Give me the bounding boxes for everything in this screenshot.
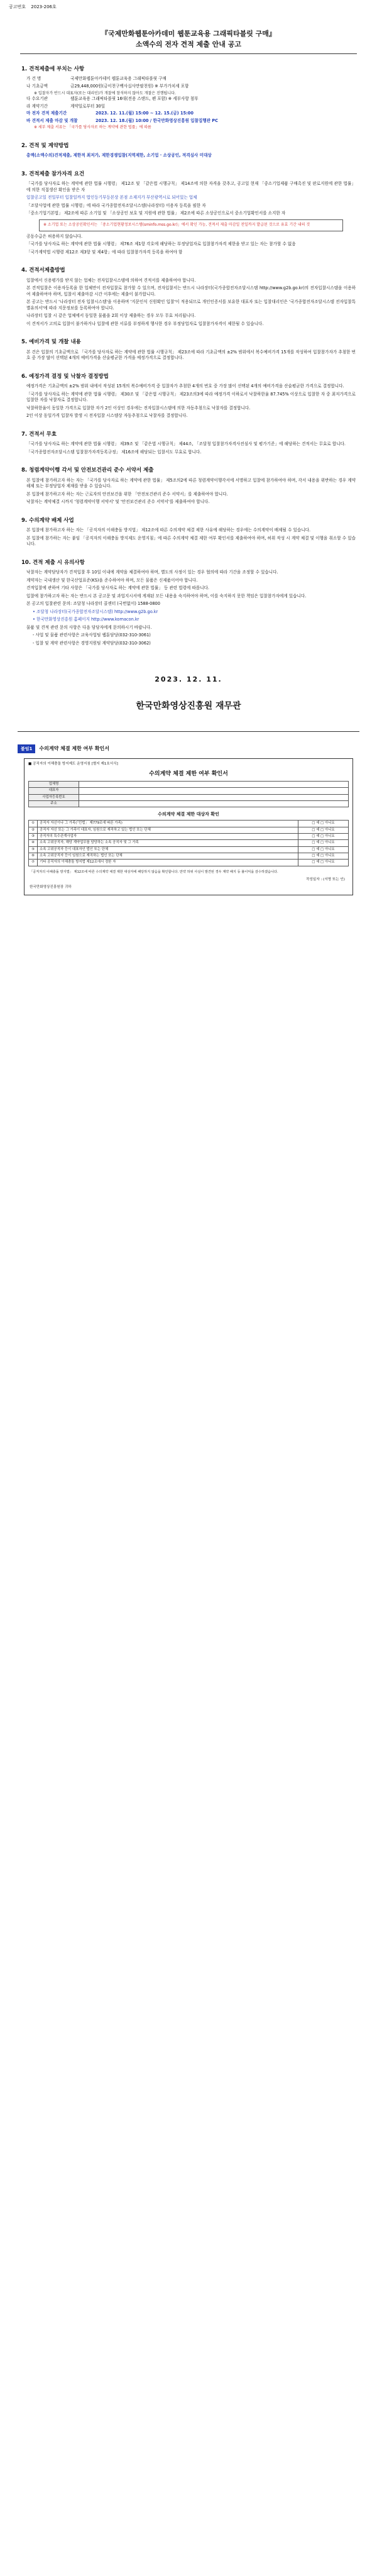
issuing-org: 한국만화영상진흥원 재무관 [136,700,241,711]
s8-p2: 본 입찰에 참가하고자 하는 자는 근로자의 안전보건을 위한 「안전보건관리 준수 서약서」를 제출하여야 합니다. [26,491,228,497]
section-1-title: 1. 견적제출에 부치는 사항 [21,66,85,73]
section-9 [21,517,356,548]
answer-checkbox[interactable]: □ 예 □ 아니요 [298,827,349,833]
annex-header [18,744,359,753]
notice-number: 공고번호 2023-206호 [9,4,57,9]
contact-2: - 입찰 및 계약 관련사항은 경영지원팀 계약담당(032-310-3062) [33,641,151,646]
section-6-title: 6. 예정가격 결정 및 낙찰자 결정방법 [21,373,109,380]
section-3-title: 3. 견적제출 참가자격 요건 [21,170,85,177]
annex-form [24,758,353,895]
row-submit-period: 마 전자 견적 제출기간 2023. 12. 11.(월) 15:00 ~ 12. 15.(금) 15:00 [26,111,194,116]
section-8-title: 8. 청렴계약이행 각서 및 안전보건관리 준수 서약서 제출 [21,467,154,474]
bizno-field[interactable] [79,794,349,800]
answer-checkbox[interactable]: □ 예 □ 아니요 [298,834,349,840]
form-footnote: 「공직자의 이해충돌 방지법」 제12조에 따른 수의계약 체결 제한 대상자에 해당하지 않음을 확인합니다. 만약 허위 사실이 발견된 경우 계약 해지 등 불이익을 감수하겠습니다. [30,870,278,874]
section-6 [21,373,356,419]
section-4-title: 4. 견적서제출방법 [21,267,65,274]
section-3 [21,170,356,255]
answer-checkbox[interactable]: □ 예 □ 아니요 [298,840,349,846]
table-row: 사업자등록번호 [29,794,349,800]
s4-p1: 입찰에서 신용평가를 받지 않는 업체는 전자입찰시스템에 의하여 견적서를 제출하여야 합니다. [26,277,196,283]
annex-badge: 붙임1 [18,744,35,753]
table-row: ② 공직자 자신 또는 그 가족이 대표자, 임원으로 재직하고 있는 법인 또는 단체 □ 예 □ 아니요 [29,827,349,833]
s10-p2: 계약자는 국내생산 및 한국산업표준(KS)을 준수하여야 하며, 모든 물품은 신제품이어야 합니다. [26,577,198,583]
title-line2: 소액수의 전자 견적 제출 안내 공고 [136,40,241,48]
s8-p3: 낙찰자는 계약체결 시까지 '청렴계약이행 서약서' 및 '안전보건관리 준수 서약서'를 제출하여야 합니다. [26,499,210,505]
s7-p2: 「국가종합전자조달시스템 입찰참가자격등록규정」 제16조에 해당되는 입찰서도 무효로 합니다. [26,449,202,455]
s3-p2: 입찰공고일 전일부터 입찰일까지 법인등기부등본상 본점 소재지가 부산광역시로 되어있는 업체 [26,195,197,201]
form-header: ■ 공직자의 이해충돌 방지제도 운영지침 [별지 제1호서식] [28,761,118,766]
s3-p4: 「중소기업기본법」 제2조에 따른 소기업 및 「소상공인 보호 및 지원에 관한 법률」 제2조에 따른 소상공인으로서 중소기업확인서를 소지한 자 [26,211,286,216]
table-row: 주소 [29,801,349,807]
s6-p1: 예정가격은 기초금액의 ±2% 범위 내에서 작성된 15개의 복수예비가격 중 입찰자가 추첨한 4개의 번호 중 가장 많이 선택된 4개의 예비가격을 산술평균한 가격으로 결정합니다. [26,384,344,389]
row-period: 라 계약기간 계약일로부터 30일 [26,103,106,109]
checklist-table [28,820,349,866]
table-row: 대표자 [29,788,349,794]
section-5-title: 5. 예비가격 및 개찰 내용 [21,339,81,346]
form-info-table [28,781,349,807]
section-2 [21,142,356,159]
table-row: ⑦ 기타 공직자의 이해충돌 방지법 제12조에서 정한 자 □ 예 □ 아니요 [29,860,349,866]
ceo-field[interactable] [79,788,349,794]
checklist-title: 수의계약 체결 제한 대상자 확인 [158,812,219,817]
contact-1: - 사업 및 물품 관련사항은 교육사업팀 웹툰담당(032-310-3061) [33,633,151,638]
form-recipient: 한국만화영상진흥원장 귀하 [30,885,72,890]
row-deadline: 바 견적서 제출 마감 및 개찰 2023. 12. 18.(월) 10:00 / 한국만화영상진흥원 입찰집행관 PC [26,118,218,123]
s10-p4: 입찰에 참가하고자 하는 자는 반드시 본 공고문 및 과업지시서에 게재된 모든 내용을 숙지하여야 하며, 이를 숙지하지 못한 책임은 입찰참가자에게 있습니다. [26,593,307,599]
section-5 [21,338,356,361]
answer-checkbox[interactable]: □ 예 □ 아니요 [298,821,349,827]
s3-notice-box: ※ 소기업 또는 소상공인확인서는 「중소기업현황정보시스템(sminfo.mss.go.kr)」에서 확인 가능, 견적서 제출 마감일 전일까지 발급된 것으로 유효 기간 내의 것 [39,219,343,231]
section-8 [21,467,356,506]
s10-p3: 견적입찰에 관하여 기타 사항은 「국가를 당사자로 하는 계약에 관한 법률」 등 관련 법령에 따릅니다. [26,585,209,591]
answer-checkbox[interactable]: □ 예 □ 아니요 [298,853,349,859]
section-7 [21,431,356,455]
s4-p2: 본 견적입찰은 이용자등록을 한 업체만이 전자입찰로 참가할 수 있으며, 전자입찰서는 반드시 나라장터(국가종합전자조달시스템 http://www.g2b.go.kr)의 전자입찰시스템을 이용하여 제출하여야 하며, 입찰서 제출마감 시간 이후에는 제출이 불가합니다. [26,285,356,297]
s10-p5: 본 공고의 입찰관련 문의: 조달청 나라장터 콜센터 (국번없이) 1588-0800 [26,601,160,607]
section-2-text: 총액(소액수의)견적제출, 제한적 최저가, 제한경쟁입찰(지역제한, 소기업 · 소상공인, 적격심사 미대상 [26,153,212,158]
s5-p1: 본 건은 입찰의 기초금액으로 「국가를 당사자로 하는 계약에 관한 법률 시행규칙」 제23조에 따라 기초금액의 ±2% 범위에서 복수예비가격 15개를 작성하여 입찰참가자가 추첨한 번호 중 가장 많이 선택된 4개의 예비가격을 산술평균한 가격을 예정가격으로 결정합니다. [26,349,356,361]
section-10 [21,559,356,647]
link-g2b[interactable]: • 조달청 나라장터(국가종합전자조달시스템) http://www.g2b.go.kr [33,609,158,614]
table-row: ⑥ 소속 고위공직자 등이 임원으로 재직하는 법인 또는 단체 □ 예 □ 아니요 [29,853,349,859]
s9-p1: 본 입찰에 참가하고자 하는 자는 「공직자의 이해충돌 방지법」 제12조에 따른 수의계약 체결 제한 사유에 해당하는 경우에는 수의계약이 배제될 수 있습니다. [26,528,311,533]
s3-p5: 공동수급은 허용하지 않습니다. [26,233,83,239]
s10-p1: 낙찰자는 계약담당자가 견적입찰 후 10일 이내에 계약을 체결하여야 하며, 별도의 사정이 있는 경우 협의에 따라 기간을 조정할 수 있습니다. [26,570,278,575]
section-4 [21,267,356,327]
s3-p7: 「국가계약법 시행령 제12조 제3항 및 제4항」에 따라 입찰참가자격 등록을 하여야 함 [26,249,183,255]
section-10-title: 10. 견적 제출 시 유의사항 [21,559,85,566]
answer-checkbox[interactable]: □ 예 □ 아니요 [298,860,349,866]
section-1 [21,65,356,131]
table-row: ④ 소속 고위공직자, 해당 계약업무를 담당하는 소속 공직자 및 그 가족 □ 예 □ 아니요 [29,840,349,846]
row-name: 가 건 명 국제만화웹툰아카데미 웹툰교육용 그래픽타블릿 구매 [26,76,167,82]
s7-p1: 「국가를 당사자로 하는 계약에 관한 법률 시행령」 제39조 및 「같은법 시행규칙」 제44조, 「조달청 입찰참가자격사전심사 및 평가기준」에 해당하는 견적서는 무효로 합니다. [26,441,346,447]
title-divider [20,53,357,54]
s8-p1: 본 입찰에 참가하고자 하는 자는 「국가를 당사자로 하는 계약에 관한 법률」 제5조의2에 따른 청렴계약이행각서에 서명하고 입찰에 참가하여야 하며, 각서 내용을 위반하는 경우 계약해제 또는 부정당업자 제재를 받을 수 있습니다. [26,477,356,489]
table-row: ⑤ 소속 고위공직자 등이 대표자인 법인 또는 단체 □ 예 □ 아니요 [29,846,349,853]
row-base-price: 나 기초금액 금29,448,000원(금이천구백사십사만팔천원) ※ 부가가치세 포함 [26,84,189,89]
address-field[interactable] [79,801,349,807]
s3-p6: 「국가를 당사자로 하는 계약에 관한 법률 시행령」 제76조 제1항 각호에 해당하는 부정당업자로 입찰참가자격 제한을 받고 있는 자는 참가할 수 없음 [26,241,296,247]
s10-p6: 물품 및 견적 관련 문의 사항은 다음 담당자에게 문의하시기 바랍니다. [26,624,152,630]
link-komacon[interactable]: • 한국만화영상진흥원 홈페이지 http://www.komacon.kr [33,617,139,622]
company-field[interactable] [79,782,349,788]
s6-p4: 2인 이상 동일가격 입찰자 발생 시 전자입찰 시스템상 자동추첨으로 낙찰자를 결정합니다. [26,413,188,419]
section-9-title: 9. 수의계약 배제 사업 [21,517,74,524]
section-7-title: 7. 견적서 무효 [21,431,57,438]
answer-checkbox[interactable]: □ 예 □ 아니요 [298,846,349,853]
notice-date: 2023. 12. 11. [155,675,222,683]
s3-p3: 「조달사업에 관한 법률 시행령」에 따라 국가종합전자조달시스템(나라장터) 이용자 등록을 필한 자 [26,202,206,208]
table-row: ① 공직자 자신이나 그 가족(「민법」 제779조에 따른 가족) □ 예 □ 아니요 [29,821,349,827]
s4-p3: 본 공고는 반드시 '나라장터 전자 입찰시스템'을 이용하며 '지문인식 신원확인 입찰'이 적용되므로 개인인증서를 보유한 대표자 또는 입찰대리인은 '국가종합전자조달시스템 전자입찰특별유의서'에 따라 지문정보를 등록하여야 합니다. [26,299,356,311]
annex-divider [18,731,359,732]
s6-p2: 「국가를 당사자로 하는 계약에 관한 법률 시행령」 제30조 및 「같은법 시행규칙」 제23조의3에 따라 예정가격 이하로서 낙찰하한율 87.745% 이상으로 입찰한 자 중 최저가격으로 입찰한 자를 낙찰자로 결정합니다. [26,391,356,403]
table-row: ③ 공직자의 특수관계사업자 □ 예 □ 아니요 [29,834,349,840]
s6-p3: 낙찰하한율이 동일한 가격으로 입찰한 자가 2인 이상인 경우에는 전자입찰시스템에 의한 자동추첨으로 낙찰자를 결정합니다. [26,405,251,411]
s9-p2: 본 입찰에 참가하는 자는 붙임 「공직자의 이해충돌 방지제도 운영지침」에 따른 수의계약 체결 제한 여부 확인서를 제출하여야 하며, 허위 작성 시 계약 체결 및 이행을 취소할 수 있습니다. [26,535,356,547]
note-2: ※ 세부 제출 서류는 「국가를 당사자로 하는 계약에 관한 법률」에 따름 [34,125,151,130]
s3-p1: 「국가를 당사자로 하는 계약에 관한 법률 시행령」 제12조 및 「같은법 시행규칙」 제14조에 의한 자격을 갖추고, 공고일 현재 「중소기업제품 구매촉진 및 판로지원에 관한 법률」에 의한 직접생산 확인을 받은 자 [26,181,356,192]
section-2-title: 2. 견적 및 계약방법 [21,143,69,150]
note-1: ※ 입찰자가 반드시 대표자(또는 대리인)가 개찰에 참석하지 않아도 개찰은 진행됩니다. [34,91,176,96]
row-demand: 다 수요기관 웹툰교육용 그래픽타블릿 16대(전용 스탠드, 펜 포함) ※ 세부사항 첨부 [26,96,199,102]
notice-title [41,29,336,50]
s4-p5: 이 견적서가 고의로 입찰이 불가하거나 입찰에 관한 서류를 부정하게 행사한 경우 부정당업자로 입찰참가자격이 제한될 수 있습니다. [26,321,264,326]
table-row: 업체명 [29,782,349,788]
form-signature[interactable]: 작성일자 : (서명 또는 인) [306,878,345,882]
title-line1: 『국제만화웹툰아카데미 웹툰교육용 그래픽타블릿 구매』 [101,30,276,38]
annex-title: 수의계약 체결 제한 여부 확인서 [39,746,110,752]
form-title: 수의계약 체결 제한 여부 확인서 [149,771,228,778]
s4-p4: 나라장터 입찰 시 같은 업체에서 동일한 물품을 2회 이상 제출하는 경우 모두 무효 처리됩니다. [26,313,196,319]
